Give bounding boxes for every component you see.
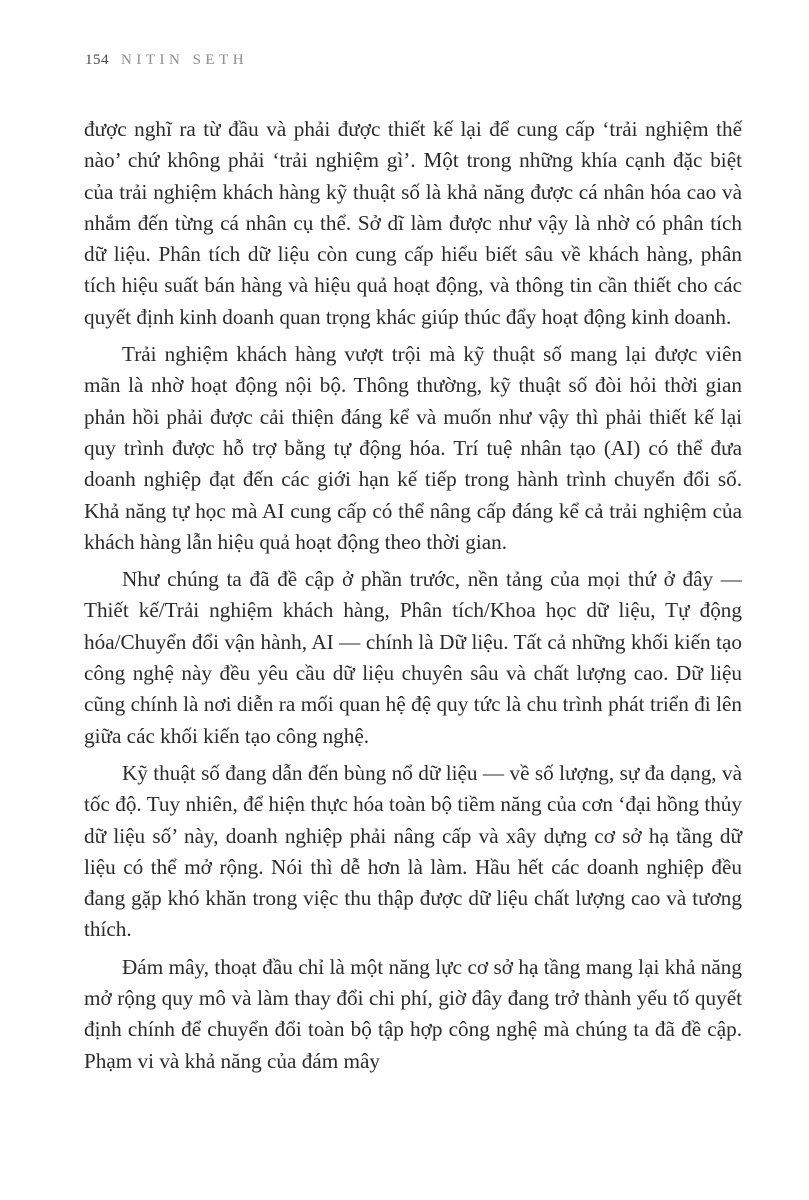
page-number: 154 <box>85 52 109 68</box>
body-text <box>84 114 742 1083</box>
paragraph: Kỹ thuật số đang dẫn đến bùng nổ dữ liệu — về số lượng, sự đa dạng, và tốc độ. Tuy nhiên, để hiện thực hóa toàn bộ tiềm năng của cơn ‘đại hồng thủy dữ liệu số’ này, doanh nghiệp phải nâng cấp và xây dựng cơ sở hạ tầng dữ liệu có thể mở rộng. Nói thì dễ hơn là làm. Hầu hết các doanh nghiệp đều đang gặp khó khăn trong việc thu thập được dữ liệu chất lượng cao và tương thích. <box>84 760 742 942</box>
paragraph: Đám mây, thoạt đầu chỉ là một năng lực cơ sở hạ tầng mang lại khả năng mở rộng quy mô và làm thay đổi chi phí, giờ đây đang trở thành yếu tố quyết định chính để chuyển đổi toàn bộ tập hợp công nghệ mà chúng ta đã đề cập. Phạm vi và khả năng của đám mây <box>84 954 742 1073</box>
paragraph-continued: được nghĩ ra từ đầu và phải được thiết kế lại để cung cấp ‘trải nghiệm thế nào’ chứ không phải ‘trải nghiệm gì’. Một trong những khía cạnh đặc biệt của trải nghiệm khách hàng kỹ thuật số là khả năng được cá nhân hóa cao và nhắm đến từng cá nhân cụ thể. Sở dĩ làm được như vậy là nhờ có phân tích dữ liệu. Phân tích dữ liệu còn cung cấp hiểu biết sâu về khách hàng, phân tích hiệu suất bán hàng và hiệu quả hoạt động, và thông tin cần thiết cho các quyết định kinh doanh quan trọng khác giúp thúc đẩy hoạt động kinh doanh. <box>84 117 742 329</box>
paragraph: Như chúng ta đã đề cập ở phần trước, nền tảng của mọi thứ ở đây — Thiết kế/Trải nghiệm khách hàng, Phân tích/Khoa học dữ liệu, Tự động hóa/Chuyển đổi vận hành, AI — chính là Dữ liệu. Tất cả những khối kiến tạo công nghệ này đều yêu cầu dữ liệu chuyên sâu và chất lượng cao. Dữ liệu cũng chính là nơi diễn ra mối quan hệ đệ quy tức là chu trình phát triển đi lên giữa các khối kiến tạo công nghệ. <box>84 567 742 748</box>
paragraph: Trải nghiệm khách hàng vượt trội mà kỹ thuật số mang lại được viên mãn là nhờ hoạt động nội bộ. Thông thường, kỹ thuật số đòi hỏi thời gian phản hồi phải được cải thiện đáng kể và muốn như vậy thì phải thiết kế lại quy trình được hỗ trợ bằng tự động hóa. Trí tuệ nhân tạo (AI) có thể đưa doanh nghiệp đạt đến các giới hạn kế tiếp trong hành trình chuyển đổi số. Khả năng tự học mà AI cung cấp có thể nâng cấp đáng kể cả trải nghiệm của khách hàng lẫn hiệu quả hoạt động theo thời gian. <box>84 342 742 554</box>
running-head <box>85 52 248 69</box>
running-head-author: NITIN SETH <box>121 52 249 68</box>
